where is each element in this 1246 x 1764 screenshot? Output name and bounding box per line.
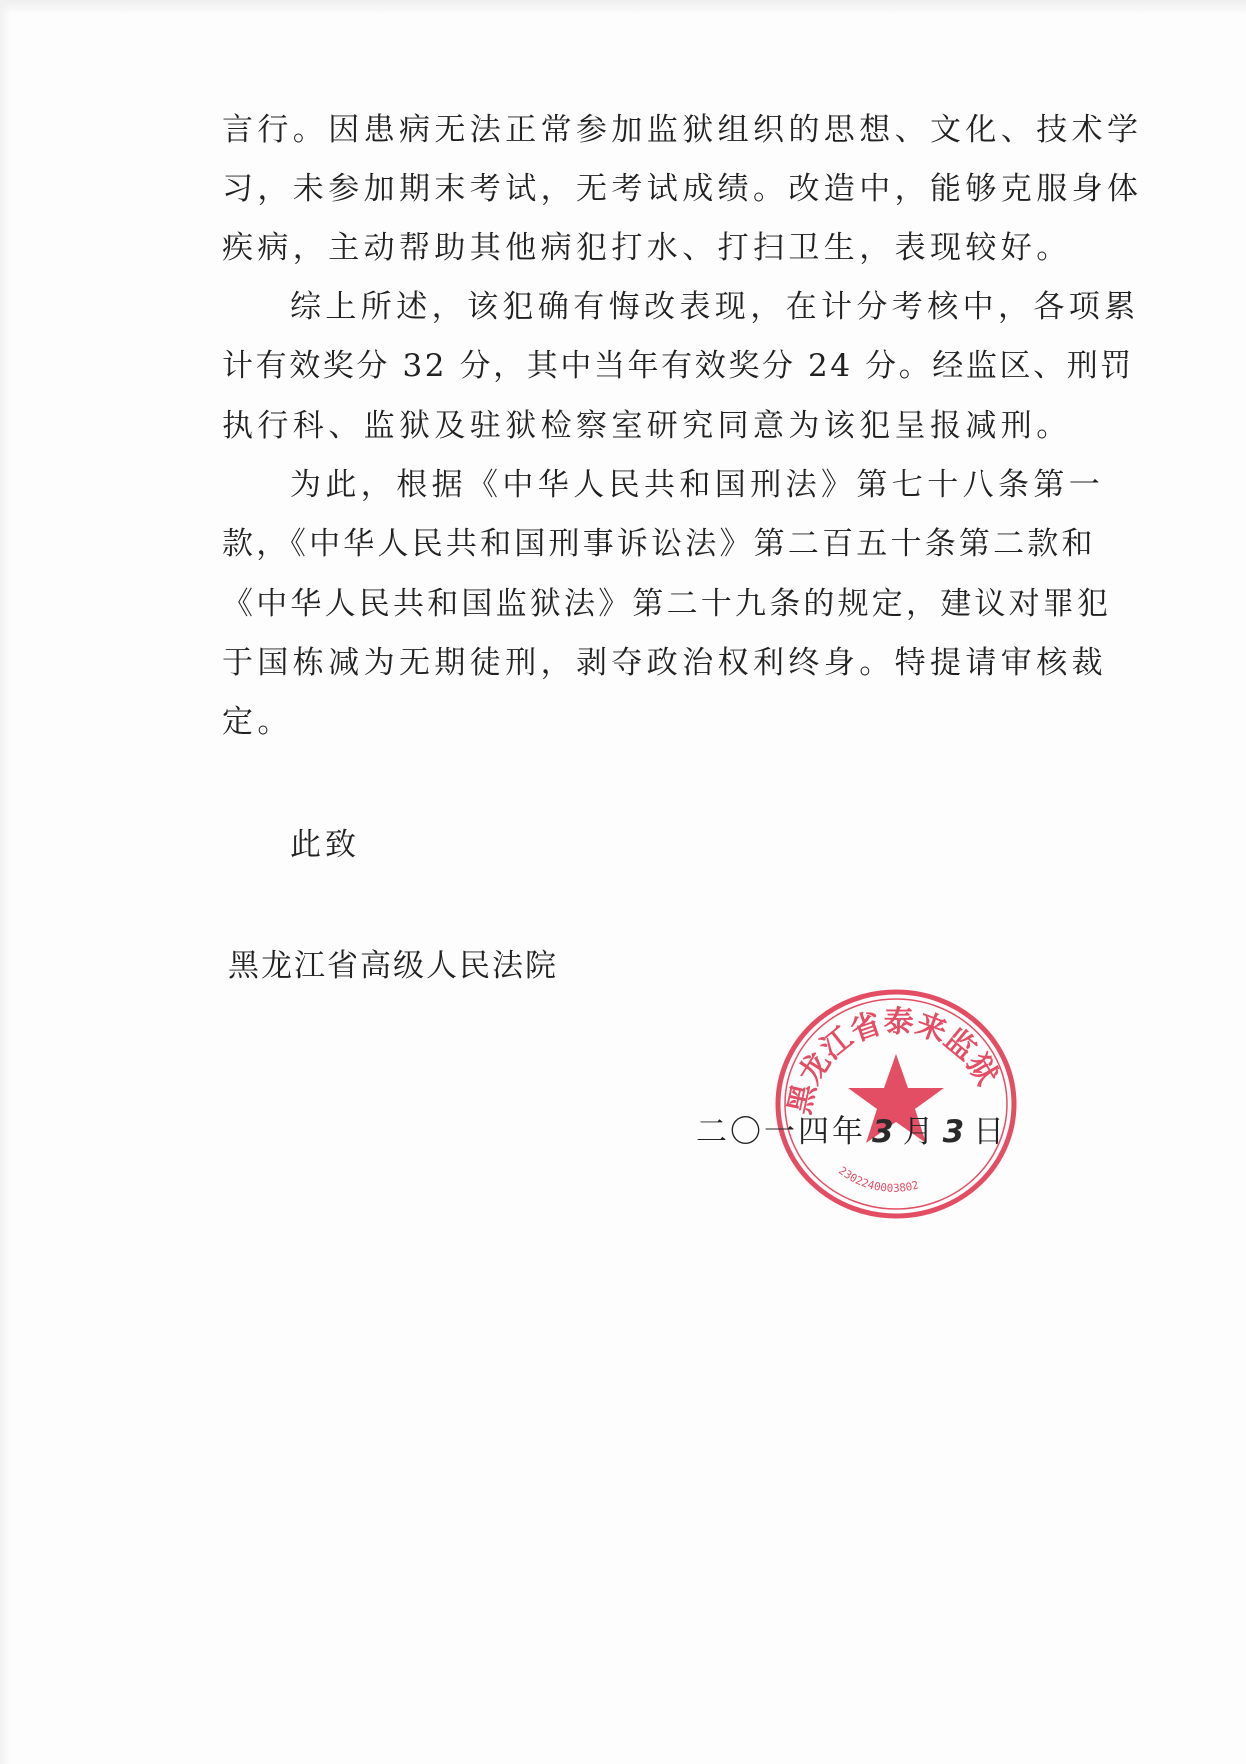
scan-shadow-left (0, 0, 10, 1764)
body-line-7: 为此，根据《中华人民共和国刑法》第七十八条第一 (290, 467, 1105, 503)
date-month-unit: 月 (902, 1114, 937, 1150)
body-line-10: 于国栋减为无期徒刑，剥夺政治权利终身。特提请审核裁 (222, 645, 1107, 681)
body-line-1: 言行。因患病无法正常参加监狱组织的思想、文化、技术学 (222, 112, 1143, 148)
official-seal (766, 976, 1026, 1228)
seal-number: 2302240003802 (836, 1164, 921, 1195)
scan-shadow-top (0, 0, 1246, 14)
body-line-9: 《中华人民共和国监狱法》第二十九条的规定，建议对罪犯 (222, 586, 1112, 622)
body-line-11: 定。 (222, 704, 293, 740)
date-day-handwritten: 3 (942, 1114, 968, 1150)
date-month-handwritten: 3 (872, 1114, 897, 1150)
body-line-6: 执行科、监狱及驻狱检察室研究同意为该犯呈报减刑。 (222, 408, 1072, 444)
date-day-unit: 日 (973, 1114, 1008, 1150)
recipient: 黑龙江省高级人民法院 (228, 948, 558, 984)
body-line-4: 综上所述，该犯确有悔改表现，在计分考核中，各项累 (290, 289, 1140, 325)
body-line-8: 款，《中华人民共和国刑事诉讼法》第二百五十条第二款和 (222, 526, 1096, 562)
signature-date (696, 1112, 1007, 1152)
seal-text: 黑龙江省泰来监狱 (782, 1004, 1005, 1118)
date-year: 二〇一四年 (696, 1114, 866, 1150)
body-line-2: 习，未参加期末考试，无考试成绩。改造中，能够克服身体 (222, 171, 1143, 207)
body-line-5: 计有效奖分 32 分，其中当年有效奖分 24 分。经监区、刑罚 (222, 348, 1134, 384)
body-line-3: 疾病，主动帮助其他病犯打水、打扫卫生，表现较好。 (222, 230, 1072, 266)
salutation: 此致 (290, 827, 360, 863)
